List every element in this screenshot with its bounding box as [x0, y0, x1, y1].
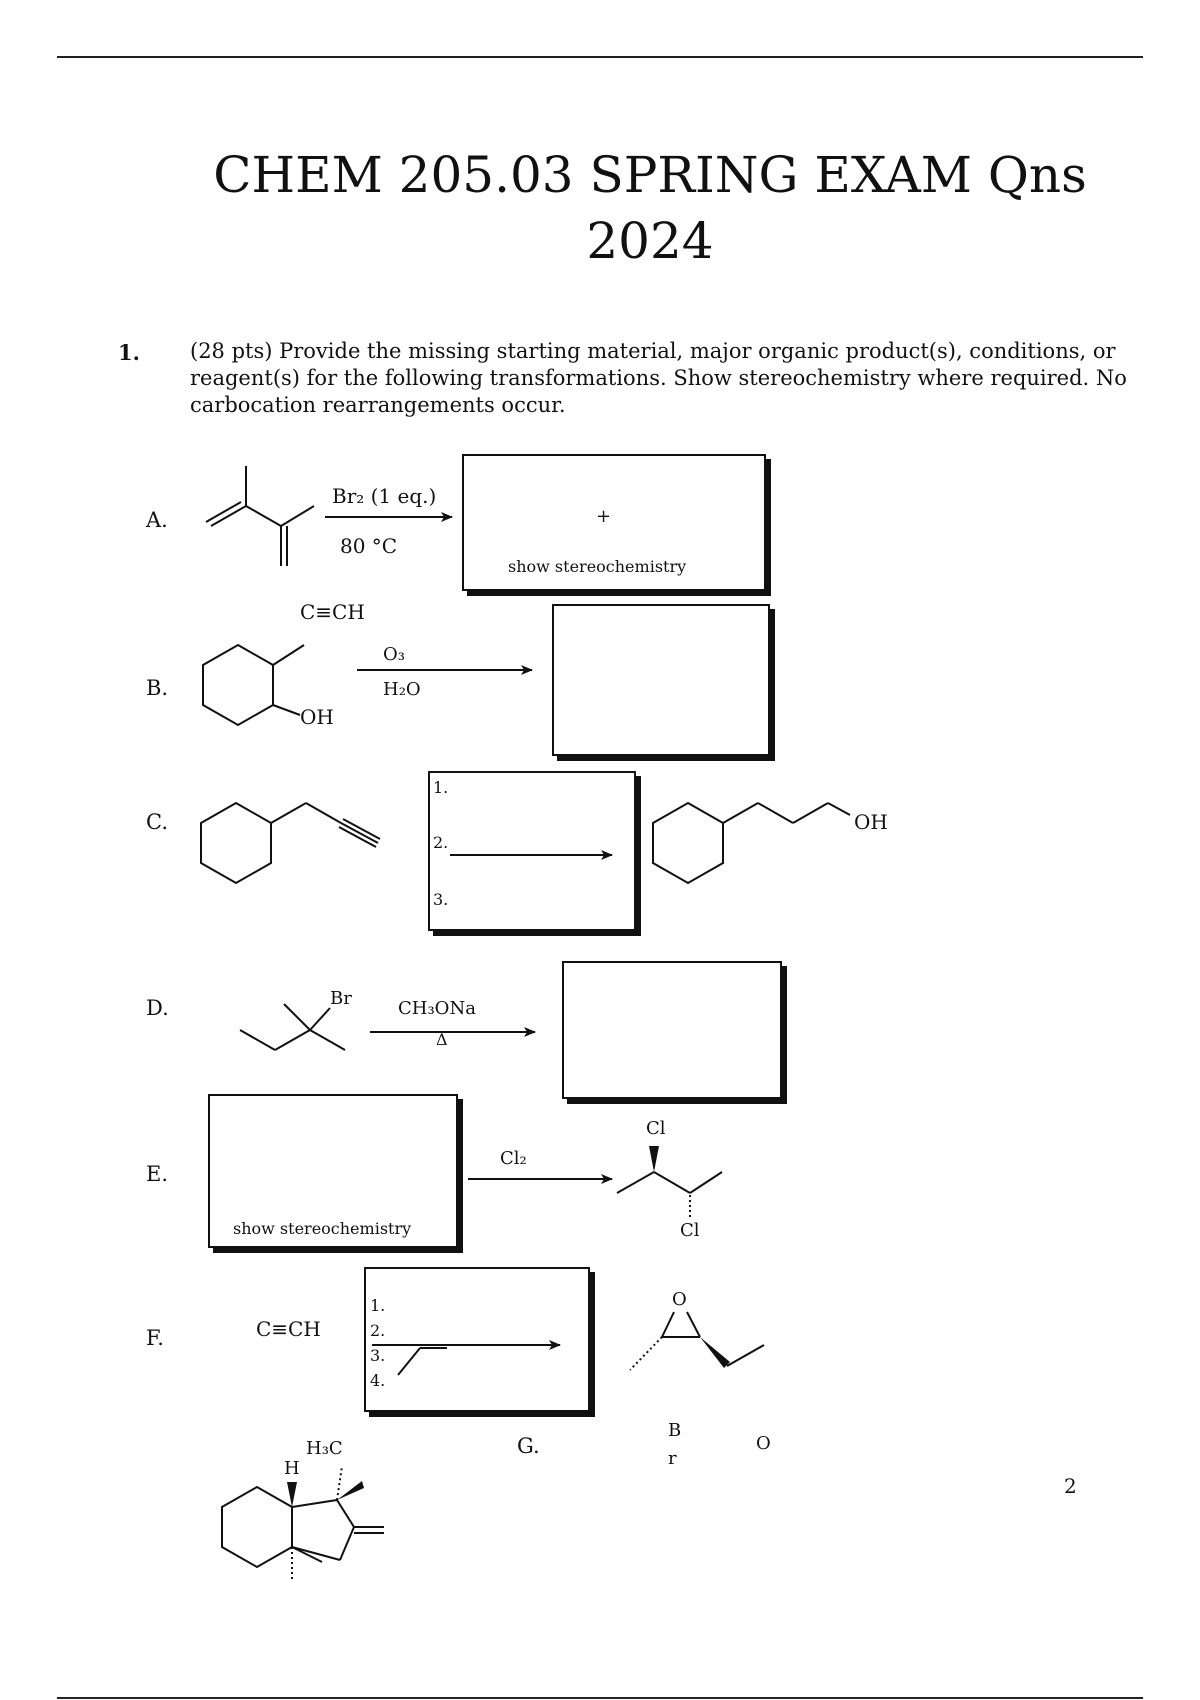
- f-step-1: 1.: [370, 1296, 386, 1315]
- reagent-b-bottom: H₂O: [383, 679, 421, 700]
- molecule-f-epoxide: [630, 1312, 764, 1370]
- box-a-plus: +: [596, 506, 612, 527]
- part-letter-b: B.: [146, 676, 169, 700]
- reagent-a-top: Br₂ (1 eq.): [332, 484, 437, 508]
- molecule-g-bicyclic: [222, 1466, 384, 1582]
- c-step-2: 2.: [433, 833, 449, 852]
- b-substituent: C≡CH: [300, 600, 365, 624]
- f-step-3: 3.: [370, 1346, 386, 1365]
- exam-title-line2: 2024: [586, 212, 714, 270]
- part-letter-f: F.: [146, 1326, 164, 1350]
- question-number: 1.: [118, 340, 140, 365]
- molecule-c-start: [201, 803, 380, 883]
- page-number: 2: [1064, 1474, 1077, 1498]
- question-text: (28 pts) Provide the missing starting material, major organic product(s), conditions, or reagent(s) for the following transformations. Show stereochemistry where required. No carbocation rearrangements occur.: [190, 339, 1127, 417]
- g-br-top: B: [668, 1420, 682, 1441]
- part-letter-a: A.: [146, 508, 168, 532]
- reagent-e-top: Cl₂: [500, 1148, 527, 1169]
- reagent-b-top: O₃: [383, 644, 405, 665]
- box-e-note: show stereochemistry: [233, 1219, 412, 1238]
- reagent-d-top: CH₃ONa: [398, 998, 476, 1019]
- g-o-label: O: [756, 1433, 771, 1454]
- b-hydroxyl: OH: [300, 705, 334, 729]
- e-product-cl-bottom: Cl: [680, 1220, 700, 1241]
- c-step-3: 3.: [433, 890, 449, 909]
- e-product-cl-top: Cl: [646, 1118, 666, 1139]
- f-start: C≡CH: [256, 1317, 321, 1341]
- molecule-d-bromide: [240, 1004, 345, 1050]
- reagent-d-bottom: Δ: [436, 1030, 448, 1049]
- d-halogen: Br: [330, 988, 352, 1009]
- f-step-4: 4.: [370, 1371, 386, 1390]
- molecule-a-diene: [206, 466, 314, 566]
- c-step-1: 1.: [433, 778, 449, 797]
- g-label-methyl: H₃C: [306, 1438, 343, 1459]
- reagent-a-bottom: 80 °C: [340, 534, 398, 558]
- part-letter-c: C.: [146, 810, 168, 834]
- g-label-h: H: [284, 1458, 300, 1479]
- g-br-bottom: r: [668, 1448, 677, 1469]
- part-letter-d: D.: [146, 996, 169, 1020]
- part-letter-g: G.: [517, 1434, 540, 1458]
- box-a-note: show stereochemistry: [508, 557, 687, 576]
- c-product-oh: OH: [854, 810, 888, 834]
- f-product-o: O: [672, 1289, 687, 1310]
- part-letter-e: E.: [146, 1162, 169, 1186]
- exam-title-line1: CHEM 205.03 SPRING EXAM Qns: [213, 146, 1087, 204]
- f-step-2: 2.: [370, 1321, 386, 1340]
- molecule-e-dichloride: [617, 1146, 722, 1219]
- molecule-b-cyclohexanol: [203, 645, 304, 725]
- molecule-c-product: [653, 803, 850, 883]
